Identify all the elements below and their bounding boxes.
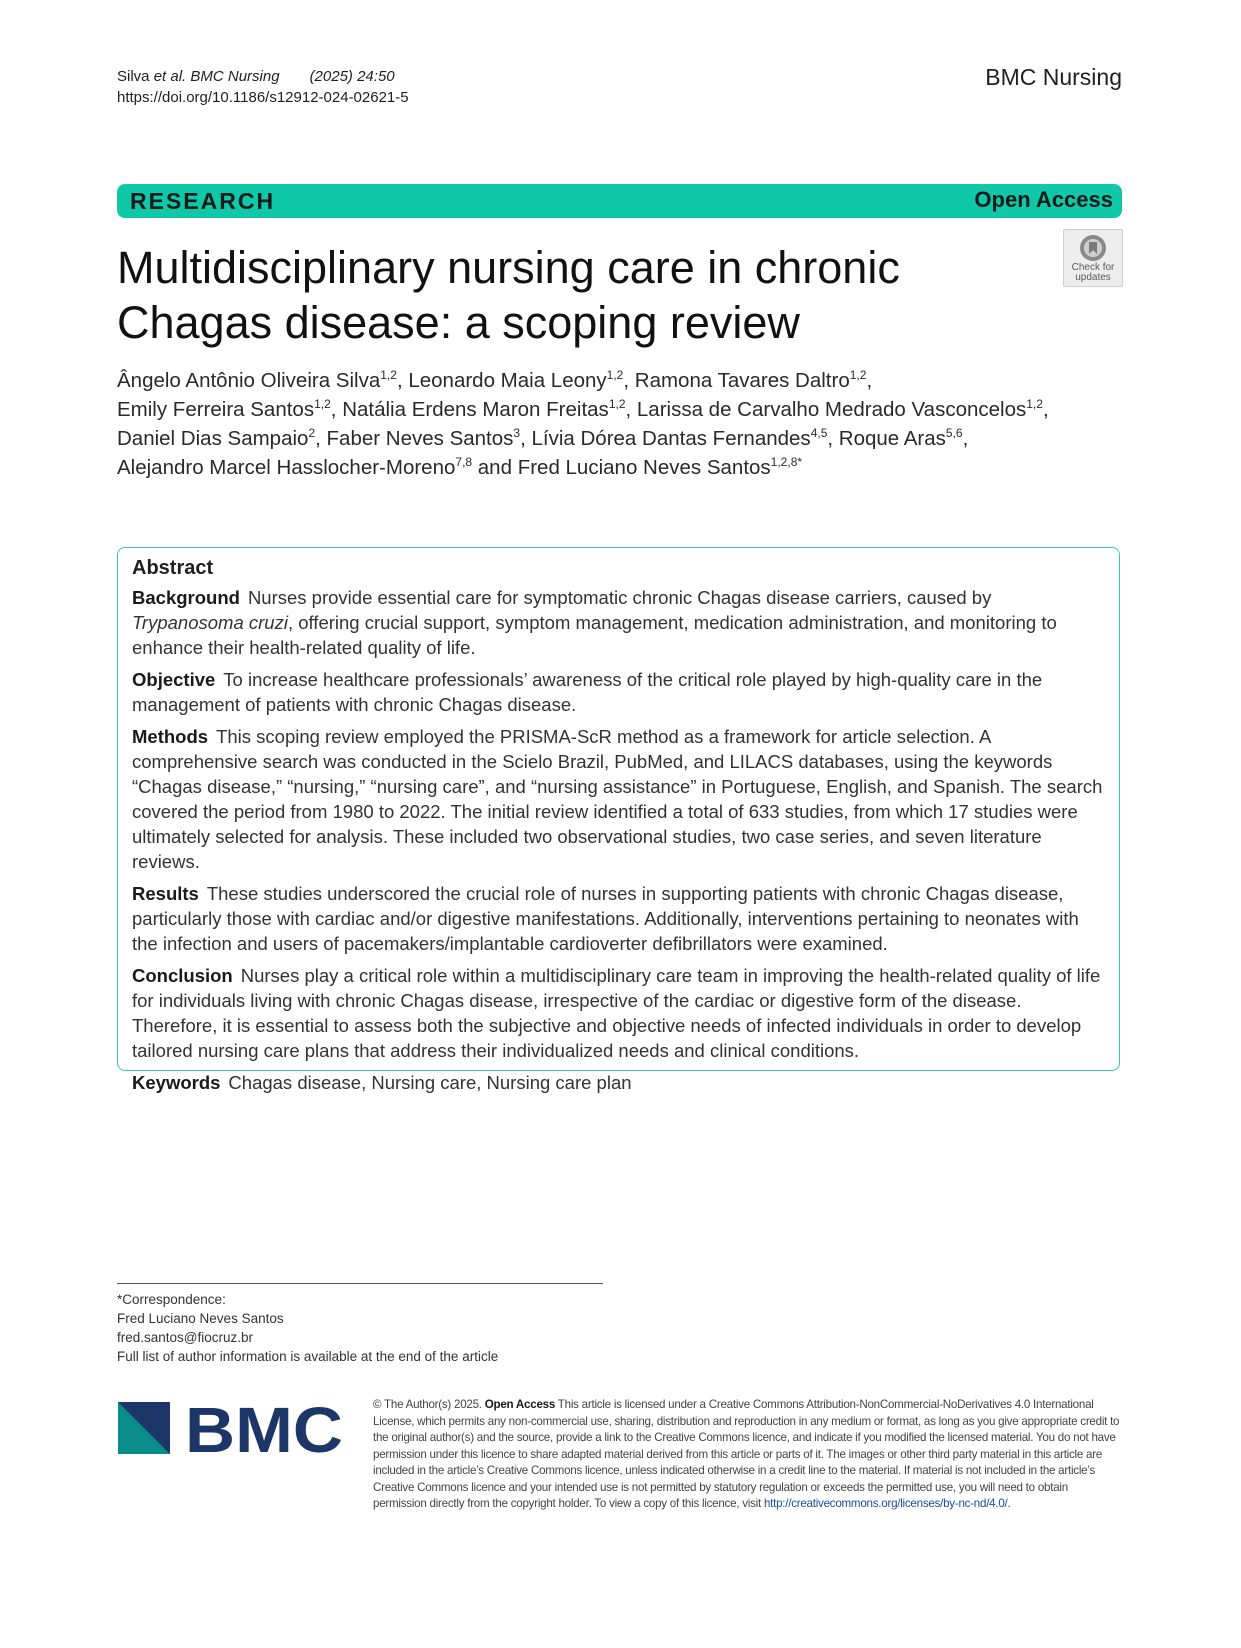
- abstract-conclusion: [132, 963, 1105, 1063]
- citation-line: [117, 66, 409, 87]
- author-list: [117, 366, 1057, 482]
- author-name[interactable]: Larissa de Carvalho Medrado Vasconcelos: [636, 398, 1027, 421]
- author-item: [327, 427, 532, 450]
- author-name[interactable]: Daniel Dias Sampaio: [117, 427, 309, 450]
- conclusion-text: Nurses play a critical role within a multidisciplinary care team in improving the health-related quality of life for individuals living with chronic Chagas disease, irrespective of the cardiac or digestive form of the disease. Therefore, it is essential to assess both the subjective and objective needs of infected individuals in order to develop tailored nursing care plans that address their individualized needs and clinical conditions.: [132, 965, 1101, 1061]
- author-item: [117, 456, 518, 479]
- license-copyright: © The Author(s) 2025.: [373, 1398, 485, 1411]
- objective-text: To increase healthcare professionals’ awareness of the critical role played by high-quality care in the management of patients with chronic Chagas disease.: [132, 669, 1043, 715]
- author-name[interactable]: Roque Aras: [838, 427, 946, 450]
- background-text-2: , offering crucial support, symptom management, medication administration, and monitoring to enhance their health-related quality of life.: [132, 612, 1057, 658]
- author-name[interactable]: Ramona Tavares Daltro: [634, 369, 850, 392]
- author-name[interactable]: Natália Erdens Maron Freitas: [342, 398, 609, 421]
- background-species: Trypanosoma cruzi: [132, 612, 288, 633]
- abstract-heading: Abstract: [132, 557, 214, 579]
- check-updates-icon: [1078, 233, 1108, 263]
- check-updates-line1: Check for: [1071, 262, 1115, 273]
- logo-text: BMC: [185, 1400, 343, 1456]
- author-item: [532, 427, 839, 450]
- check-updates-line2: updates: [1075, 272, 1111, 283]
- keywords-label: Keywords: [132, 1072, 221, 1093]
- author-separator: ,: [330, 398, 343, 421]
- license-end: .: [1007, 1497, 1011, 1510]
- license-open-access: Open Access: [484, 1398, 556, 1411]
- author-name[interactable]: Ângelo Antônio Oliveira Silva: [117, 369, 381, 392]
- conclusion-label: Conclusion: [132, 965, 233, 986]
- author-separator: ,: [315, 427, 327, 450]
- author-affiliation: 1,2: [314, 397, 331, 411]
- author-separator: ,: [623, 369, 635, 392]
- check-for-updates-button[interactable]: [1063, 229, 1123, 287]
- author-affiliation: 1,2: [849, 368, 867, 382]
- abstract-objective: [132, 667, 1105, 717]
- author-separator: and: [472, 456, 518, 479]
- author-affiliation: 1,2: [1026, 397, 1043, 411]
- author-item: [408, 369, 634, 392]
- keywords-text: Chagas disease, Nursing care, Nursing care plan: [228, 1072, 632, 1093]
- article-type-banner: [117, 184, 1122, 218]
- author-item: [637, 398, 1049, 421]
- abstract-methods: [132, 724, 1105, 874]
- background-label: Background: [132, 587, 240, 608]
- author-separator: ,: [625, 398, 637, 421]
- background-text-1: Nurses provide essential care for symptomatic chronic Chagas disease carriers, caused by: [247, 587, 992, 608]
- author-affiliation: 4,5: [810, 426, 828, 440]
- author-affiliation: 2: [308, 426, 316, 440]
- author-item: [342, 398, 637, 421]
- license-link[interactable]: http://creativecommons.org/licenses/by-nc-nd/4.0/: [763, 1497, 1008, 1510]
- author-item: [518, 456, 802, 479]
- citation-authors: Silva: [117, 68, 154, 85]
- correspondence-label: *Correspondence:: [117, 1292, 226, 1307]
- author-affiliation: 1,2: [608, 397, 626, 411]
- license-text: [373, 1397, 1123, 1513]
- author-affiliation: 1,2: [606, 368, 624, 382]
- license-body: This article is licensed under a Creative Commons Attribution-NonCommercial-NoDerivatives 4.0 International License, which permits any non-commercial use, sharing, distribution and reproduction in any medium or format, as long as you give appropriate credit to the original author(s) and the source, provide a link to the Creative Commons licence, and indicate if you modified the licensed material. You do not have permission under this licence to share adapted material derived from this article or parts of it. The images or other third party material in this article are included in the article’s Creative Commons licence, unless indicated otherwise in a credit line to the material. If material is not included in the article’s Creative Commons licence and your intended use is not permitted by statutory regulation or exceeds the permitted use, you will need to obtain permission directly from the copyright holder. To view a copy of this licence, visit: [373, 1398, 1120, 1510]
- abstract-background: [132, 585, 1105, 660]
- author-separator: ,: [827, 427, 839, 450]
- author-item: [117, 398, 342, 421]
- author-item: [839, 427, 969, 450]
- author-separator: ,: [962, 427, 969, 450]
- results-label: Results: [132, 883, 199, 904]
- correspondence-block: [117, 1290, 498, 1366]
- correspondence-email[interactable]: fred.santos@fiocruz.br: [117, 1330, 254, 1345]
- objective-label: Objective: [132, 669, 216, 690]
- author-affiliation: 1,2,8*: [770, 455, 803, 469]
- open-access-label: Open Access: [974, 187, 1113, 212]
- author-separator: ,: [866, 369, 873, 392]
- author-separator: ,: [520, 427, 532, 450]
- abstract-results: [132, 881, 1105, 956]
- author-name[interactable]: Lívia Dórea Dantas Fernandes: [531, 427, 811, 450]
- author-separator: ,: [1042, 398, 1049, 421]
- author-name[interactable]: Leonardo Maia Leony: [408, 369, 607, 392]
- results-text: These studies underscored the crucial role of nurses in supporting patients with chronic Chagas disease, particularly those with cardiac and/or digestive manifestations. Additionally, interventions pertaining to neonates with the infection and users of pacemakers/implantable cardioverter defibrillators were examined.: [132, 883, 1079, 954]
- article-type-label: RESEARCH: [130, 188, 276, 214]
- author-name[interactable]: Faber Neves Santos: [326, 427, 514, 450]
- article-title: [117, 240, 1017, 350]
- journal-name: BMC Nursing: [985, 64, 1122, 90]
- author-item: [635, 369, 872, 392]
- citation-journal: et al. BMC Nursing: [153, 68, 280, 85]
- author-separator: ,: [396, 369, 409, 392]
- author-item: [117, 369, 408, 392]
- correspondence-name: Fred Luciano Neves Santos: [117, 1311, 284, 1326]
- methods-text: This scoping review employed the PRISMA-ScR method as a framework for article selection. A comprehensive search was conducted in the Scielo Brazil, PubMed, and LILACS databases, using the keywords “Chagas disease,” “nursing,” “nursing care”, and “nursing assistance” in Portuguese, English, and Spanish. The search covered the period from 1980 to 2022. The initial review identified a total of 633 studies, from which 17 studies were ultimately selected for analysis. These included two observational studies, two case series, and seven literature reviews.: [132, 726, 1103, 872]
- methods-label: Methods: [132, 726, 209, 747]
- title-line-2: Chagas disease: a scoping review: [117, 297, 800, 348]
- bmc-logo: [117, 1400, 347, 1456]
- author-item: [117, 427, 327, 450]
- author-info-note: Full list of author information is available at the end of the article: [117, 1349, 499, 1364]
- author-affiliation: 3: [513, 426, 521, 440]
- citation-block: [117, 66, 409, 108]
- author-name[interactable]: Emily Ferreira Santos: [117, 398, 315, 421]
- author-name[interactable]: Alejandro Marcel Hasslocher-Moreno: [117, 456, 456, 479]
- title-line-1: Multidisciplinary nursing care in chronic: [117, 242, 900, 293]
- abstract-box: [117, 547, 1120, 1093]
- doi-link[interactable]: https://doi.org/10.1186/s12912-024-02621-5: [117, 89, 409, 106]
- abstract-keywords: [132, 1070, 1105, 1095]
- citation-year: (2025) 24:50: [309, 68, 395, 85]
- author-name[interactable]: Fred Luciano Neves Santos: [517, 456, 771, 479]
- footnote-divider: [117, 1283, 603, 1284]
- author-affiliation: 5,6: [945, 426, 963, 440]
- author-affiliation: 7,8: [455, 455, 473, 469]
- author-affiliation: 1,2: [380, 368, 397, 382]
